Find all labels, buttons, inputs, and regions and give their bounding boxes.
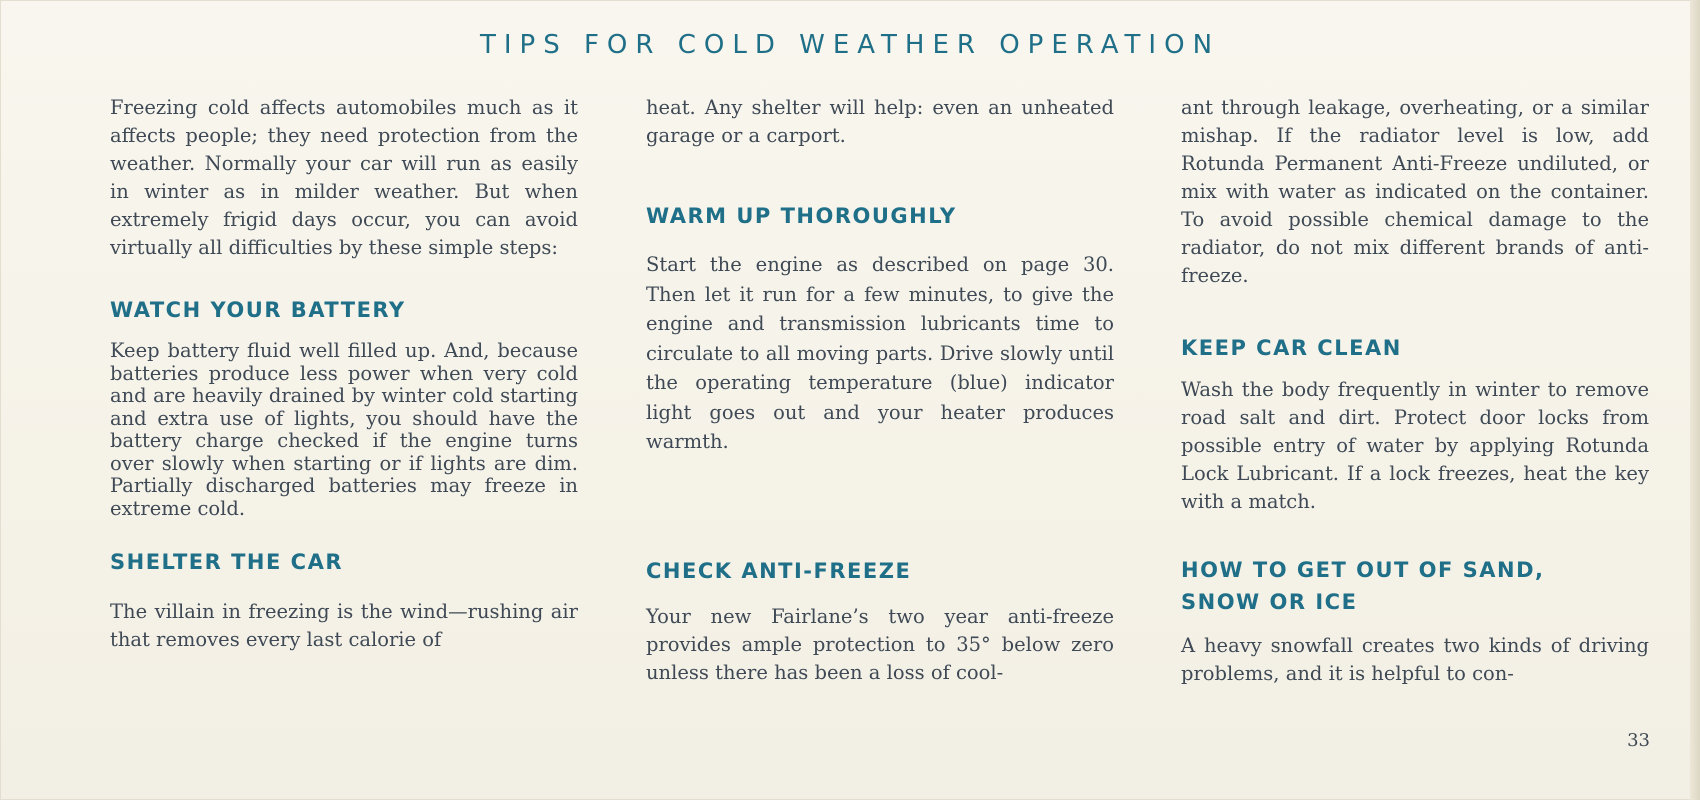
- antifreeze-paragraph: Your new Fairlane’s two year anti-freeze provides ample protection to 35° below zero unless there has been a loss of cool-: [646, 604, 1114, 684]
- column-1: [110, 94, 578, 654]
- heading-check-antifreeze: CHECK ANTI-FREEZE: [646, 558, 912, 583]
- page-edge: [1690, 0, 1700, 800]
- page-title: TIPS FOR COLD WEATHER OPERATION: [479, 30, 1221, 60]
- warm-up-paragraph: Start the engine as described on page 30. Then let it run for a few minutes, to give the engine and transmission lubricants time to circulate to all moving parts. Drive slowly until the operating temperature (blue) indicator light goes out and your heater produces warmth.: [646, 253, 1114, 453]
- antifreeze-continued-paragraph: ant through leakage, overheating, or a similar mishap. If the radiator level is low, add Rotunda Permanent Anti-Freeze undiluted, or mix with water as indicated on the container. To avoid possible chemical damage to the radiator, do not mix different brands of anti-freeze.: [1181, 96, 1649, 287]
- intro-paragraph: Freezing cold affects automobiles much as it affects people; they need protection from the weather. Normally your car will run as easily in winter as in milder weather. But when extremely frigid days occur, you can avoid virtually all difficulties by these simple steps:: [110, 96, 578, 259]
- shelter-paragraph: The villain in freezing is the wind—rushing air that removes every last calorie of: [110, 600, 578, 651]
- column-3: [1181, 94, 1649, 688]
- clean-paragraph: Wash the body frequently in winter to remove road salt and dirt. Protect door locks from possible entry of water by applying Rotunda Lock Lubricant. If a lock freezes, heat the key with a match.: [1181, 378, 1649, 513]
- heading-warm-up: WARM UP THOROUGHLY: [646, 204, 957, 228]
- sand-paragraph: A heavy snowfall creates two kinds of driving problems, and it is helpful to con-: [1181, 634, 1649, 685]
- heading-shelter-car: SHELTER THE CAR: [110, 550, 343, 574]
- column-2: [646, 94, 1114, 687]
- shelter-continued-paragraph: heat. Any shelter will help: even an unheated garage or a carport.: [646, 96, 1114, 147]
- heading-keep-car-clean: KEEP CAR CLEAN: [1181, 336, 1402, 360]
- heading-sand-snow-ice-line1: HOW TO GET OUT OF SAND,: [1181, 558, 1545, 582]
- battery-paragraph: Keep battery fluid well filled up. And, because batteries produce less power when very cold and are heavily drained by winter cold starting and extra use of lights, you should have the battery charge checked if the engine turns over slowly when starting or if lights are dim. Partially discharged batteries may freeze in extreme cold.: [110, 339, 578, 520]
- page-number: 33: [1627, 730, 1650, 751]
- heading-watch-battery: WATCH YOUR BATTERY: [110, 298, 406, 322]
- heading-sand-snow-ice-line2: SNOW OR ICE: [1181, 590, 1358, 614]
